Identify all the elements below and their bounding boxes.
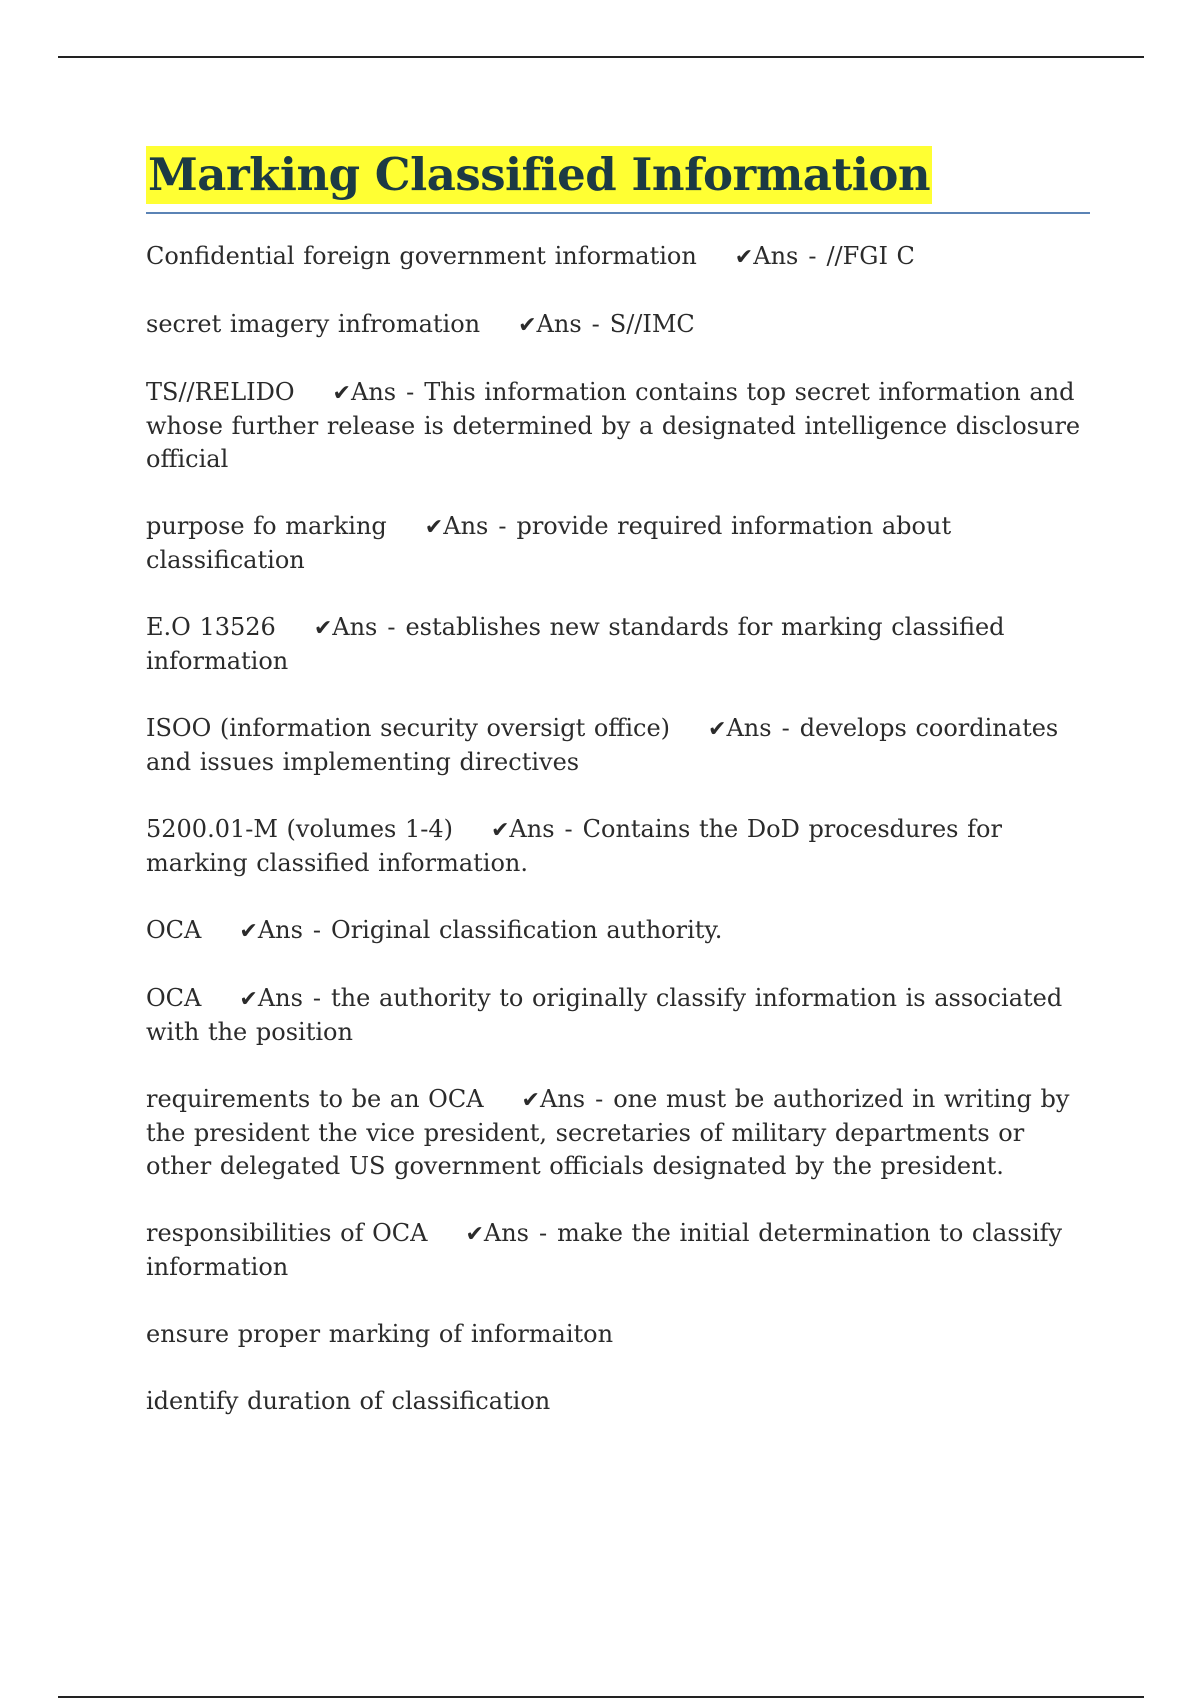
checkmark-icon: ✔: [708, 717, 727, 742]
separator: -: [406, 378, 415, 406]
answer-label: Ans: [332, 613, 378, 641]
answer-label: Ans: [257, 984, 303, 1012]
separator: -: [781, 714, 790, 742]
separator: -: [539, 1219, 548, 1247]
entry-term: secret imagery infromation: [146, 310, 481, 338]
answer-label: Ans: [257, 916, 303, 944]
checkmark-icon: ✔: [518, 313, 537, 338]
qa-entry: [146, 1217, 1090, 1284]
qa-list: [146, 240, 1090, 1418]
title-block: [146, 146, 1090, 214]
checkmark-icon: ✔: [239, 987, 258, 1012]
qa-entry: [146, 1083, 1090, 1183]
entry-answer: S//IMC: [609, 310, 695, 338]
qa-entry: [146, 914, 1090, 948]
separator: -: [591, 310, 600, 338]
separator: -: [312, 916, 322, 944]
entry-answer: Contains the DoD procesdures for marking classified information.: [146, 815, 1002, 877]
separator: -: [564, 815, 573, 843]
answer-label: Ans: [483, 1219, 529, 1247]
separator: -: [498, 512, 507, 540]
answer-label: Ans: [443, 512, 489, 540]
answer-label: Ans: [753, 242, 799, 270]
footer-rule: [58, 1696, 1144, 1698]
entry-answer: one must be authorized in writing by the president the vice president, secretaries of military departments or other delegated US government officials designated by the president.: [146, 1085, 1070, 1180]
entry-answer: establishes new standards for marking classified information: [146, 613, 1005, 675]
checkmark-icon: ✔: [521, 1088, 540, 1113]
entry-answer: develops coordinates and issues implementing directives: [146, 714, 1059, 776]
entry-term: Confidential foreign government information: [146, 242, 697, 270]
entry-answer: //FGI C: [826, 242, 915, 270]
entry-term: ISOO (information security oversigt office): [146, 714, 671, 742]
entry-term: OCA: [146, 916, 202, 944]
entry-answer: This information contains top secret information and whose further release is determined by a designated intelligence disclosure official: [146, 378, 1081, 473]
plain-line: [146, 1385, 1090, 1418]
separator: -: [808, 242, 817, 270]
header-rule: [58, 56, 1144, 58]
entry-answer: the authority to originally classify information is associated with the position: [146, 984, 1063, 1046]
qa-entry: [146, 510, 1090, 577]
checkmark-icon: ✔: [734, 245, 754, 270]
entry-answer: provide required information about classification: [146, 512, 952, 574]
entry-term: TS//RELIDO: [146, 378, 295, 406]
qa-entry: [146, 376, 1090, 476]
checkmark-icon: ✔: [424, 515, 444, 540]
entry-term: E.O 13526: [146, 613, 276, 641]
qa-entry: [146, 712, 1090, 779]
plain-line: [146, 1318, 1090, 1351]
plain-line-text: identify duration of classification: [146, 1387, 551, 1415]
separator: -: [595, 1085, 604, 1113]
qa-entry: [146, 611, 1090, 678]
answer-label: Ans: [726, 714, 772, 742]
entry-term: OCA: [146, 984, 202, 1012]
page-title: Marking Classified Information: [146, 146, 932, 204]
checkmark-icon: ✔: [239, 919, 258, 944]
entry-term: requirements to be an OCA: [146, 1085, 484, 1113]
entry-answer: Original classification authority.: [331, 916, 723, 944]
checkmark-icon: ✔: [332, 381, 351, 406]
qa-entry: [146, 813, 1090, 880]
checkmark-icon: ✔: [465, 1222, 484, 1247]
checkmark-icon: ✔: [490, 818, 510, 843]
document-body: [146, 146, 1090, 1452]
answer-label: Ans: [536, 310, 582, 338]
plain-line-text: ensure proper marking of informaiton: [146, 1320, 614, 1348]
separator: -: [312, 984, 322, 1012]
checkmark-icon: ✔: [313, 616, 333, 641]
qa-entry: [146, 308, 1090, 342]
entry-term: 5200.01-M (volumes 1-4): [146, 815, 453, 843]
qa-entry: [146, 240, 1090, 274]
qa-entry: [146, 982, 1090, 1049]
entry-term: responsibilities of OCA: [146, 1219, 428, 1247]
entry-answer: make the initial determination to classify information: [146, 1219, 1063, 1281]
answer-label: Ans: [350, 378, 397, 406]
answer-label: Ans: [539, 1085, 586, 1113]
answer-label: Ans: [509, 815, 555, 843]
separator: -: [387, 613, 396, 641]
entry-term: purpose fo marking: [146, 512, 387, 540]
